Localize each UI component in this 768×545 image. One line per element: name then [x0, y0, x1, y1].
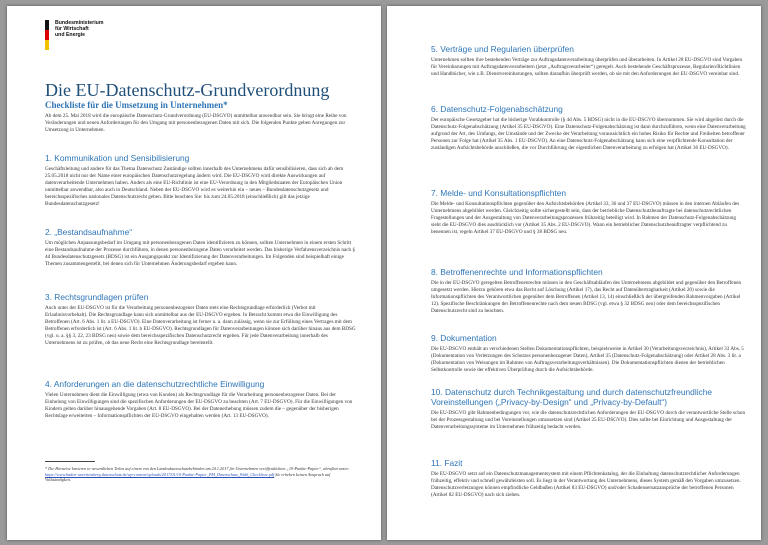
section-1	[45, 153, 357, 207]
section-title: 7. Melde- und Konsultationspflichten	[431, 188, 567, 198]
section-title: 11. Fazit	[431, 458, 463, 468]
footnote-end: Sie erheben keinen Anspruch auf Vollständigkeit.	[45, 471, 331, 483]
section-8	[431, 267, 747, 315]
section-3	[45, 292, 357, 346]
section-7	[431, 188, 747, 236]
footnote-link[interactable]: https://www.baden-wuerttemberg.datenschutz.de/wp-content/uploads/2017/01/10-Punkte-Papier_PM_Datenschutz_Wahl_Checkliste.pdf	[45, 471, 275, 477]
section-text: Die EU-DSGVO setzt auf ein Datenschutzmanagementsystem mit einem Pflichtenkatalog, der die Einhaltung datenschutzrechtlicher Anforderungen frühzeitig, effektiv und schnell gewährleisten soll. Es liegt in der Verantwortung des Unternehmens, dieses System gemäß den Vorgaben umzusetzen. Datenschutzverletzungen können empfindliche Geldbußen (Artikel 83 EU-DSGVO) und/oder Schadensersatzansprüche der betroffenen Personen (Artikel 82 EU-DSGVO) nach sich ziehen.	[431, 471, 741, 498]
section-4	[45, 379, 357, 420]
section-text: Die EU-DSGVO gibt Rahmenbedingungen vor, wie die datenschutzrechtlichen Anforderungen der EU-DSGVO durch die verantwortliche Stelle schon bei der Prozessgestaltung und bei Voreinstellungen umzusetzen sind (Artikel 25 EU-DSGVO). Dies sollte bei Einrichtung und Ausgestaltung der Datenverarbeitungssysteme im Unternehmen frühzeitig bedacht werden.	[431, 410, 746, 430]
document-page-left	[7, 6, 381, 540]
section-text: Die EU-DSGVO enthält an verschiedenen Stellen Dokumentationspflichten, beispielsweise in Artikel 30 (Verarbeitungsverzeichnis), Artikel 33 Abs. 5 (Dokumentation von Verletzungen des Schutzes personenbezogener Daten), Artikel 35 (Datenschutz-Folgenabschätzung) oder Artikel 28 Abs. 3 lit. a (Dokumentation von Weisungen im Rahmen von Auftragsverarbeitungsverhältnissen). Die Dokumentationspflichten dienen der betrieblichen Selbstkontrolle sowie der effektiven Überprüfung durch die Aufsichtsbehörde.	[431, 346, 744, 373]
page-title: Die EU-Datenschutz-Grundverordnung	[45, 80, 330, 100]
section-10	[431, 387, 747, 431]
section-text: Um möglichen Anpassungsbedarf im Umgang mit personenbezogenen Daten identifizieren zu können, sollten Unternehmen in einem ersten Schritt eine Bestandsaufnahme der Prozesse durchführen, in denen personenbezogene Daten verarbeitet werden. Das bisherige Verfahrensverzeichnis nach § 4d Bundesdatenschutzgesetz (BDSG) ist ein Ausgangspunkt zur Identifizierung der Datenverarbeitungen. Im Folgenden sind beispielhaft einige Themen zusammengestellt, bei denen sich für Unternehmen Änderungsbedarf ergeben kann.	[45, 240, 356, 267]
section-text: Auch unter der EU-DSGVO ist für die Verarbeitung personenbezogener Daten stets eine Rechtsgrundlage erforderlich (Verbot mit Erlaubnisvorbehalt). Die Rechtsgrundlage kann sich unmittelbar aus der EU-DSGVO ergeben. In Betracht kommt etwa die Einwilligung des Betroffenen (Art. 6 Abs. 1 lit. a EU-DSGVO). Eine Datenverarbeitung ist ferner u. a. dann zulässig, wenn sie zur Erfüllung eines Vertrages mit dem Betroffenen erforderlich ist (Art. 6 Abs. 1 lit. b EU-DSGVO). Rechtsgrundlagen für Datenverarbeitungen können sich darüber hinaus aus dem BDSG (vgl. u. a. §§ 3, 22, 23 BDSG neu) sowie dem bereichsspezifischen Datenschutzrecht ergeben. Für jede Datenverarbeitung innerhalb des Unternehmens ist zu prüfen, ob das neue Recht eine Rechtsgrundlage bereitstellt.	[45, 305, 356, 346]
section-title: 2. „Bestandsaufnahme“	[45, 227, 133, 237]
section-9	[431, 333, 747, 374]
footnote-text: Die Hinweise basieren in wesentlichen Teilen auf einem von den Landesdatenschutzbehörden am 24.1.2017 für Unternehmen veröffentlichten „10-Punkte-Papier“, abrufbar unter:	[48, 466, 350, 471]
section-title: 6. Datenschutz-Folgenabschätzung	[431, 104, 563, 114]
section-title: 8. Betroffenenrechte und Informationspflichten	[431, 267, 603, 277]
ministry-logo	[45, 20, 105, 50]
page-subtitle: Checkliste für die Umsetzung in Unternehmen*	[45, 100, 228, 110]
section-title: 1. Kommunikation und Sensibilisierung	[45, 153, 190, 163]
ministry-line: für Wirtschaft	[55, 26, 89, 32]
section-text: Unternehmen sollten ihre bestehenden Verträge zur Auftragsdatenverarbeitung überprüfen und überarbeiten. In Artikel 28 EU-DSGVO sind Vorgaben für Vereinbarungen mit Auftragsdatenverarbeitern (jetzt „Auftragsverarbeiter“) geregelt. Auch bestehende Geschäftsprozesse, Regularien/Richtlinien und Handbücher, wie z.B. Dienstvereinbarungen, sollten daraufhin überprüft werden, ob sie mit den Anforderungen der EU-DSGVO vereinbar sind.	[431, 57, 743, 77]
document-page-right	[387, 6, 761, 540]
footnote-marker: *	[45, 466, 48, 471]
section-2	[45, 227, 357, 268]
footnote-divider	[45, 461, 95, 462]
section-text: Vielen Unternehmen dient die Einwilligung (etwa von Kunden) als Rechtsgrundlage für die Verarbeitung personenbezogener Daten. Bei der Einholung von Einwilligungen sind die spezifischen Anforderungen der EU-DSGVO zu beachten (Art. 7 EU-DSGVO). Für die Einwilligungen von Kindern gelten darüber hinausgehende Vorgaben (Art. 8 EU-DSGVO). Bei der Datenerhebung müssen zudem die – gegenüber der bisherigen Rechtslage erweiterten – Informationspflichten der EU-DSGVO eingehalten werden (Art. 13 EU-DSGVO).	[45, 392, 353, 419]
ministry-line: Bundesministerium	[55, 20, 104, 26]
section-title: 9. Dokumentation	[431, 333, 497, 343]
federal-flag-icon	[45, 20, 49, 50]
section-text: Die Melde- und Konsultationspflichten gegenüber den Aufsichtsbehörden (Artikel 33, 36 und 37 EU-DSGVO) müssen in den internen Abläufen des Unternehmens abgebildet werden. Gleichzeitig sollte sichergestellt sein, dass der betriebliche Datenschutzbeauftragte bei datenschutzrechtlichen Fragestellungen und der Ausgestaltung von Datenverarbeitungsprozessen frühzeitig beteiligt wird. In Rahmen der Datenschutz-Folgenabschätzung sieht die EU-DSGVO dies ausdrücklich vor (Artikel 35 Abs. 2 EU-DSGVO). Wann ein betrieblicher Datenschutzbeauftragter verpflichtend zu benennen ist, regeln Artikel 37 EU-DSGVO und § 38 BDSG neu.	[431, 201, 740, 235]
section-6	[431, 104, 747, 152]
section-title: 10. Datenschutz durch Technikgestaltung und durch datenschutzfreundliche Voreinstellungen („Privacy-by-Design“ und „Privacy-by-Default“)	[431, 387, 713, 407]
section-text: Der europäische Gesetzgeber hat die bisherige Vorabkontrolle (§ 4d Abs. 5 BDSG) nicht in die EU-DSGVO übernommen. Sie wird abgelöst durch die Datenschutz-Folgenabschätzung (Artikel 35 EU-DSGVO). Eine Datenschutz-Folgenabschätzung ist dann durchzuführen, wenn eine Datenverarbeitung aufgrund der Art, des Umfangs, der Umstände und der Zwecke der Verarbeitung voraussichtlich ein hohes Risiko für Rechte und Freiheiten betroffener Personen zur Folge hat (Artikel 35 Abs. 1 EU-DSGVO). An eine Datenschutz-Folgenabschätzung kann sich eine verpflichtende Konsultation der zuständigen Aufsichtsbehörde anschließen, die vor Durchführung der eigentlichen Datenverarbeitung zu erfolgen hat (Artikel 36 EU-DSGVO).	[431, 117, 746, 151]
ministry-line: und Energie	[55, 32, 85, 38]
section-11	[431, 458, 747, 499]
ministry-name	[55, 20, 103, 38]
section-title: 4. Anforderungen an die datenschutzrechtliche Einwilligung	[45, 379, 265, 389]
section-text: Die in der EU-DSGVO geregelten Betroffenenrechte müssen in den Geschäftsabläufen des Unternehmens abgebildet und gegenüber den Betroffenen umgesetzt werden. Hierzu gehören etwa das Recht auf Löschung (Artikel 17), das Recht auf Datenübertragbarkeit (Artikel 20) sowie die Informationspflichten des Verantwortlichen gegenüber dem Betroffenen (Artikel 13, 14) einschließlich der übergreifenden Rahmenvorgaben (Artikel 12). Spezifische Beschränkungen der Betroffenenrechte nach dem neuen BDSG (vgl. etwa § 32 BDSG neu) oder dem bereichsspezifischen Datenschutzrecht sind zu beachten.	[431, 280, 742, 314]
section-text: Geschäftsleitung und andere für das Thema Datenschutz Zuständige sollten innerhalb des Unternehmens dafür sensibilisieren, dass sich ab dem 25.05.2018 nicht nur der Name einer europäischen Datenschutzregelung ändern wird. Die EU-DSGVO wird direkte Auswirkungen auf datenverarbeitende Unternehmen haben. Anders als eine EU-Richtlinie ist eine EU-Verordnung in den Mitgliedstaaten der Europäischen Union unmittelbar anwendbar, also auch in Deutschland. Neben der EU-DSGVO wird es weiterhin ein – neues – Bundesdatenschutzgesetz und bereichsspezifisches nationales Datenschutzrecht geben. Bitte beachten Sie: bis zum 24.05.2018 (einschließlich) gilt das jetzige Bundesdatenschutzgesetz!	[45, 166, 344, 207]
section-5	[431, 44, 747, 78]
section-title: 3. Rechtsgrundlagen prüfen	[45, 292, 149, 302]
intro-paragraph: Ab dem 25. Mai 2018 wird die europäische Datenschutz-Grundverordnung (EU-DSGVO) unmittelbar anwendbar sein. Sie bringt eine Reihe von Veränderungen und neuen Anforderungen für den Umgang mit personenbezogenen Daten mit sich. Die folgenden Punkte geben Anregungen zur Umsetzung in Unternehmen.	[45, 113, 347, 133]
section-title: 5. Verträge und Regularien überprüfen	[431, 44, 574, 54]
footnote	[45, 466, 357, 483]
